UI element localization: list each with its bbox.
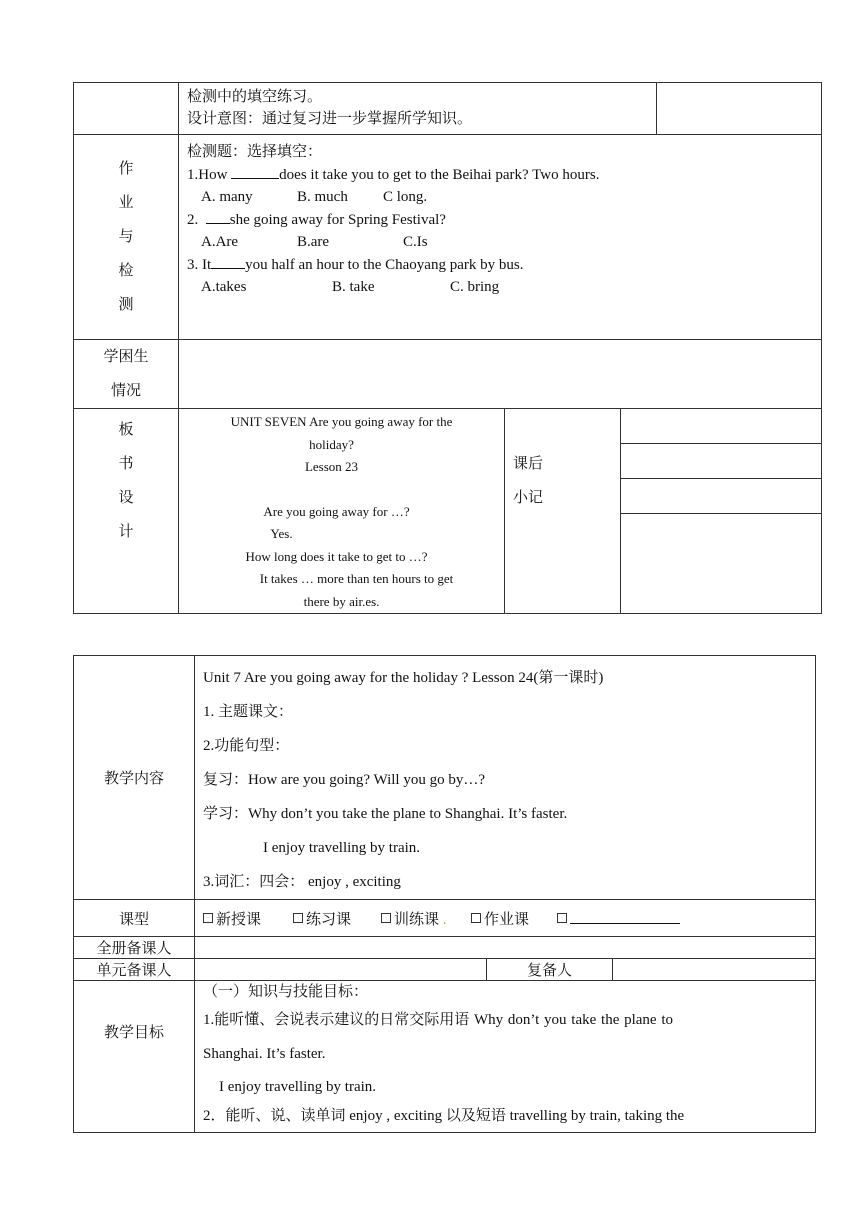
checkbox-icon[interactable]: [471, 913, 481, 923]
question-3-options: A.takes B. take C. bring: [201, 279, 500, 295]
reviewer-value: [613, 959, 816, 981]
lesson-type-options: [195, 900, 816, 937]
option-training-lesson[interactable]: 训练课 .: [381, 908, 471, 929]
teaching-goals-label: 教学目标: [74, 981, 195, 1133]
board-design-label: 板 书 设 计: [74, 409, 179, 614]
lesson-plan-table-2: [73, 655, 816, 1133]
struggling-content: [179, 340, 822, 409]
checkbox-icon[interactable]: [557, 913, 567, 923]
table2-row-lesson-type: [74, 900, 816, 937]
all-planner-value: [195, 937, 816, 959]
lesson-plan-table-1: [73, 82, 822, 614]
after-class-notes-label: 课后 小记: [505, 409, 621, 614]
exercise-line: 检测中的填空练习。: [187, 89, 323, 105]
teaching-content-label: 教学内容: [74, 656, 195, 900]
empty-right-cell: [657, 83, 822, 135]
checkbox-icon[interactable]: [203, 913, 213, 923]
after-class-notes-grid: [621, 409, 822, 614]
teaching-content: Unit 7 Are you going away for the holiday ? Lesson 24(第一课时) 1. 主题课文： 2.功能句型： 复习：How are you going? Will you go by…? 学习：Why don’t you take the plane to Shanghai. It’s faster. I enjoy travelling by train. 3.词汇：四会： enjoy , exciting: [195, 656, 816, 900]
table2-row-unit-planner: [74, 959, 816, 981]
question-2: 2. she going away for Spring Festival?: [187, 209, 821, 232]
lesson-type-label: 课型: [74, 900, 195, 937]
empty-label-cell: [74, 83, 179, 135]
option-practice-lesson[interactable]: 练习课: [293, 908, 381, 929]
blank: [231, 164, 279, 179]
all-planner-label: 全册备课人: [74, 937, 195, 959]
table1-row-struggling: [74, 340, 822, 409]
blank: [211, 254, 245, 269]
table1-row-exercise: [74, 83, 822, 135]
option-new-lesson[interactable]: 新授课: [203, 908, 293, 929]
table2-row-content: [74, 656, 816, 900]
checkbox-icon[interactable]: [381, 913, 391, 923]
notes-row: [621, 444, 821, 479]
notes-row: [621, 479, 821, 514]
quiz-intro: 检测题：选择填空：: [187, 144, 323, 160]
table1-row-homework: [74, 135, 822, 340]
homework-label: 作 业 与 检 测: [74, 135, 179, 340]
question-3: 3. It you half an hour to the Chaoyang park by bus.: [187, 254, 821, 277]
teaching-goals: （一）知识与技能目标： 1.能听懂、会说表示建议的日常交际用语 Why don’t you take the plane to Shanghai. It’s faster. I enjoy travelling by train. 2．能听、说、读单词 enjoy , exciting 以及短语 travelling by train, taking the: [195, 981, 816, 1133]
table1-row-board: [74, 409, 822, 614]
checkbox-icon[interactable]: [293, 913, 303, 923]
question-2-options: A.Are B.are C.Is: [201, 234, 428, 250]
exercise-cell: [179, 83, 657, 135]
table2-row-all-planner: [74, 937, 816, 959]
option-homework-lesson[interactable]: 作业课: [471, 908, 557, 929]
struggling-label: 学困生 情况: [74, 340, 179, 409]
option-other[interactable]: [557, 912, 680, 928]
notes-row: [621, 409, 821, 444]
reviewer-label: 复备人: [487, 959, 613, 981]
unit-planner-value: [195, 959, 487, 981]
design-intent-line: 设计意图：通过复习进一步掌握所学知识。: [187, 111, 473, 127]
question-1-options: A. many B. much C long.: [201, 189, 428, 205]
blank: [206, 209, 230, 224]
unit-planner-label: 单元备课人: [74, 959, 195, 981]
board-design-content: UNIT SEVEN Are you going away for the holiday? Lesson 23 Are you going away for …? Yes. How long does it take to get to …? It takes … more than ten hours to get there by air.es.: [179, 409, 505, 614]
other-blank[interactable]: [570, 909, 680, 924]
question-1: 1.How does it take you to get to the Beihai park? Two hours.: [187, 164, 821, 187]
homework-content: [179, 135, 822, 340]
table2-row-goals: [74, 981, 816, 1133]
